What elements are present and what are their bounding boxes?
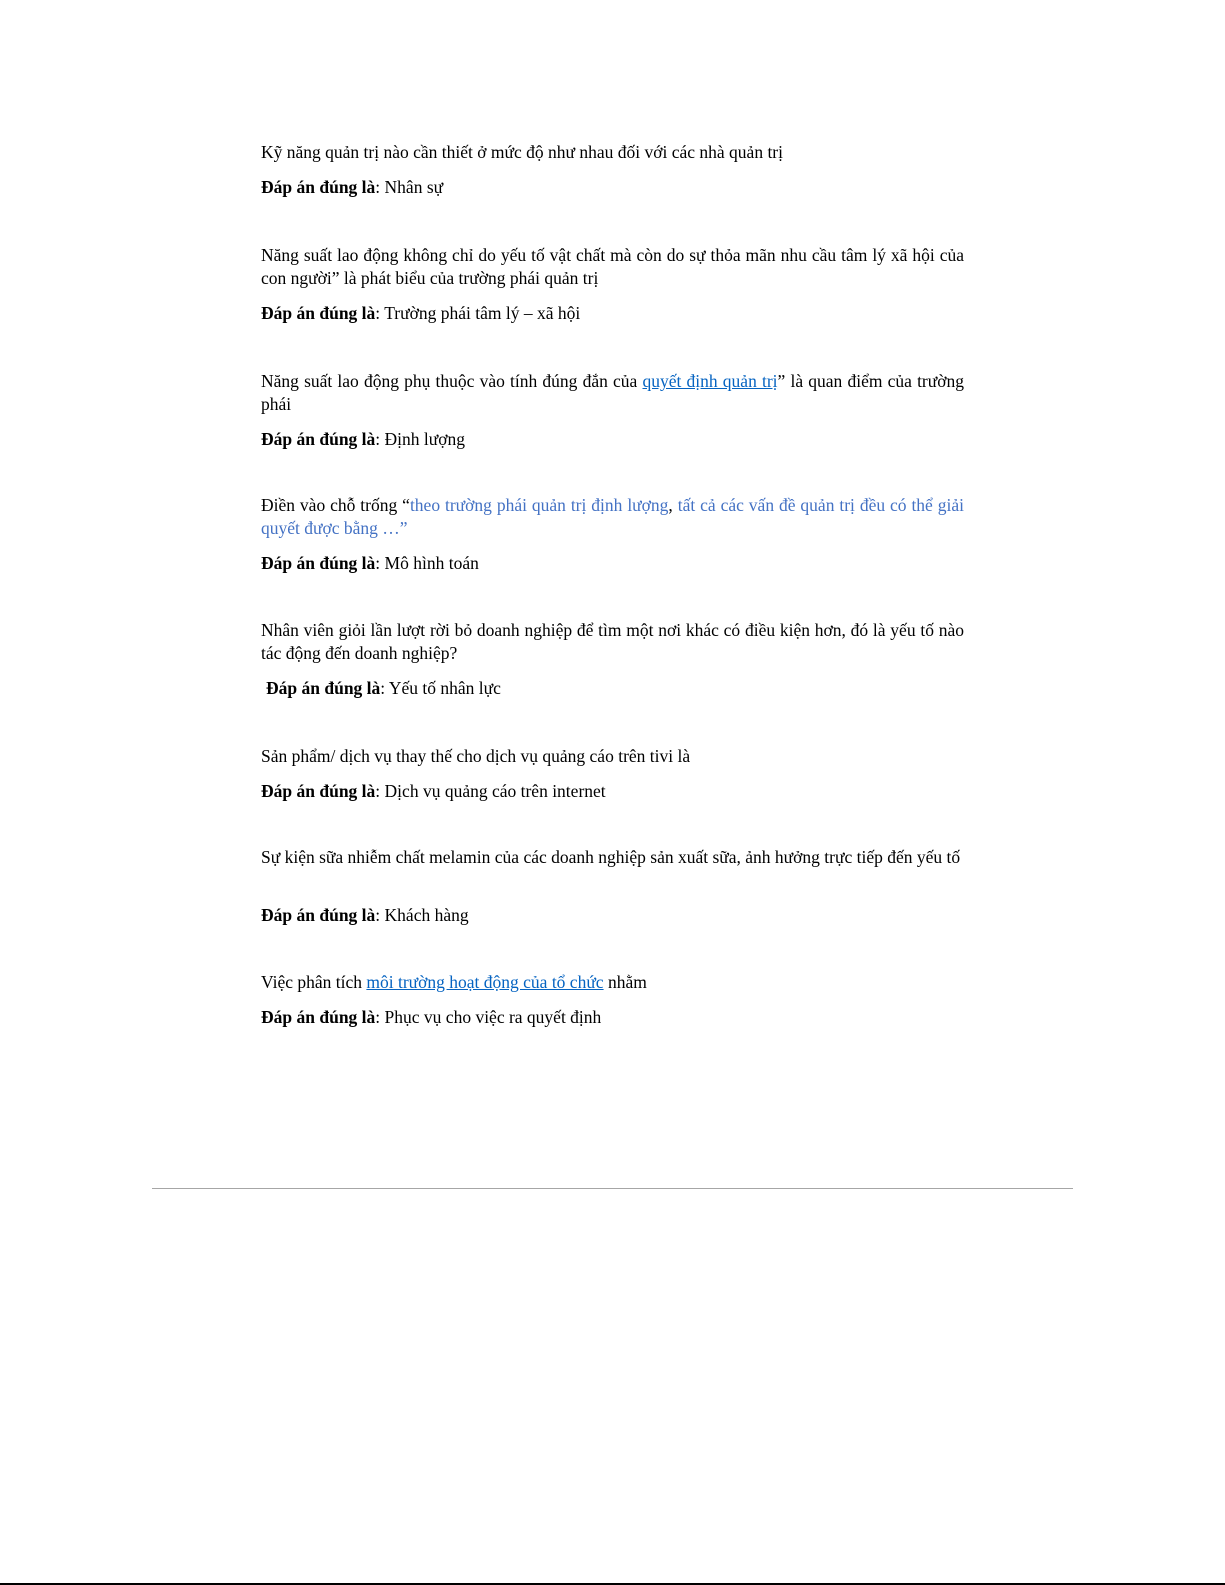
answer-value: Mô hình toán [384, 553, 479, 573]
question-text: Việc phân tích môi trường hoạt động của tổ chức nhằm [261, 972, 647, 992]
answer-value: Khách hàng [384, 905, 469, 925]
question-text: Năng suất lao động không chỉ do yếu tố vật chất mà còn do sự thỏa mãn nhu cầu tâm lý xã hội của con người” là phát biểu của trường phái quản trị [261, 245, 964, 288]
page-divider [152, 1188, 1073, 1189]
qa-block-2 [261, 244, 964, 323]
answer-value: Trường phái tâm lý – xã hội [384, 303, 581, 323]
answer-label: Đáp án đúng là [261, 905, 376, 925]
answer-value: Phục vụ cho việc ra quyết định [384, 1007, 602, 1027]
question-link[interactable]: môi trường hoạt động của tổ chức [366, 972, 604, 992]
answer-label: Đáp án đúng là [261, 553, 376, 573]
answer-line: Đáp án đúng là: Định lượng [261, 429, 466, 449]
qa-block-5 [261, 619, 964, 698]
answer-value: Nhân sự [384, 177, 444, 197]
answer-value: Dịch vụ quảng cáo trên internet [384, 781, 606, 801]
question-text: Năng suất lao động phụ thuộc vào tính đúng đắn của quyết định quản trị” là quan điểm của trường phái [261, 371, 964, 414]
question-highlight: tất cả các vấn đề quản trị đều có thể giải quyết được bằng …” [261, 495, 964, 538]
question-text: Nhân viên giỏi lần lượt rời bỏ doanh nghiệp để tìm một nơi khác có điều kiện hơn, đó là yếu tố nào tác động đến doanh nghiệp? [261, 620, 964, 663]
answer-line: Đáp án đúng là: Mô hình toán [261, 553, 479, 573]
answer-value: Định lượng [384, 429, 466, 449]
answer-line: Đáp án đúng là: Dịch vụ quảng cáo trên internet [261, 781, 606, 801]
answer-label: Đáp án đúng là [261, 303, 376, 323]
question-link[interactable]: quyết định quản trị [642, 371, 778, 391]
qa-block-1 [261, 141, 964, 197]
answer-value: Yếu tố nhân lực [388, 678, 501, 698]
question-text: Điền vào chỗ trống “theo trường phái quản trị định lượng, tất cả các vấn đề quản trị đều có thể giải quyết được bằng …” [261, 495, 964, 538]
answer-label: Đáp án đúng là [266, 678, 381, 698]
qa-block-8 [261, 971, 964, 1027]
qa-block-6 [261, 745, 964, 801]
question-text: Sự kiện sữa nhiễm chất melamin của các doanh nghiệp sản xuất sữa, ảnh hưởng trực tiếp đến yếu tố [261, 847, 961, 867]
question-highlight: theo trường phái quản trị định lượng [409, 495, 669, 515]
qa-block-7 [261, 846, 964, 925]
qa-block-4 [261, 494, 964, 573]
answer-line: Đáp án đúng là: Yếu tố nhân lực [266, 678, 501, 698]
answer-line: Đáp án đúng là: Trường phái tâm lý – xã hội [261, 303, 581, 323]
answer-label: Đáp án đúng là [261, 429, 376, 449]
answer-line: Đáp án đúng là: Phục vụ cho việc ra quyết định [261, 1007, 602, 1027]
answer-label: Đáp án đúng là [261, 1007, 376, 1027]
question-text: Kỹ năng quản trị nào cần thiết ở mức độ như nhau đối với các nhà quản trị [261, 142, 783, 162]
question-text: Sản phẩm/ dịch vụ thay thế cho dịch vụ quảng cáo trên tivi là [261, 746, 691, 766]
qa-block-3 [261, 370, 964, 449]
answer-label: Đáp án đúng là [261, 781, 376, 801]
answer-label: Đáp án đúng là [261, 177, 376, 197]
answer-line: Đáp án đúng là: Khách hàng [261, 905, 469, 925]
answer-line: Đáp án đúng là: Nhân sự [261, 177, 444, 197]
